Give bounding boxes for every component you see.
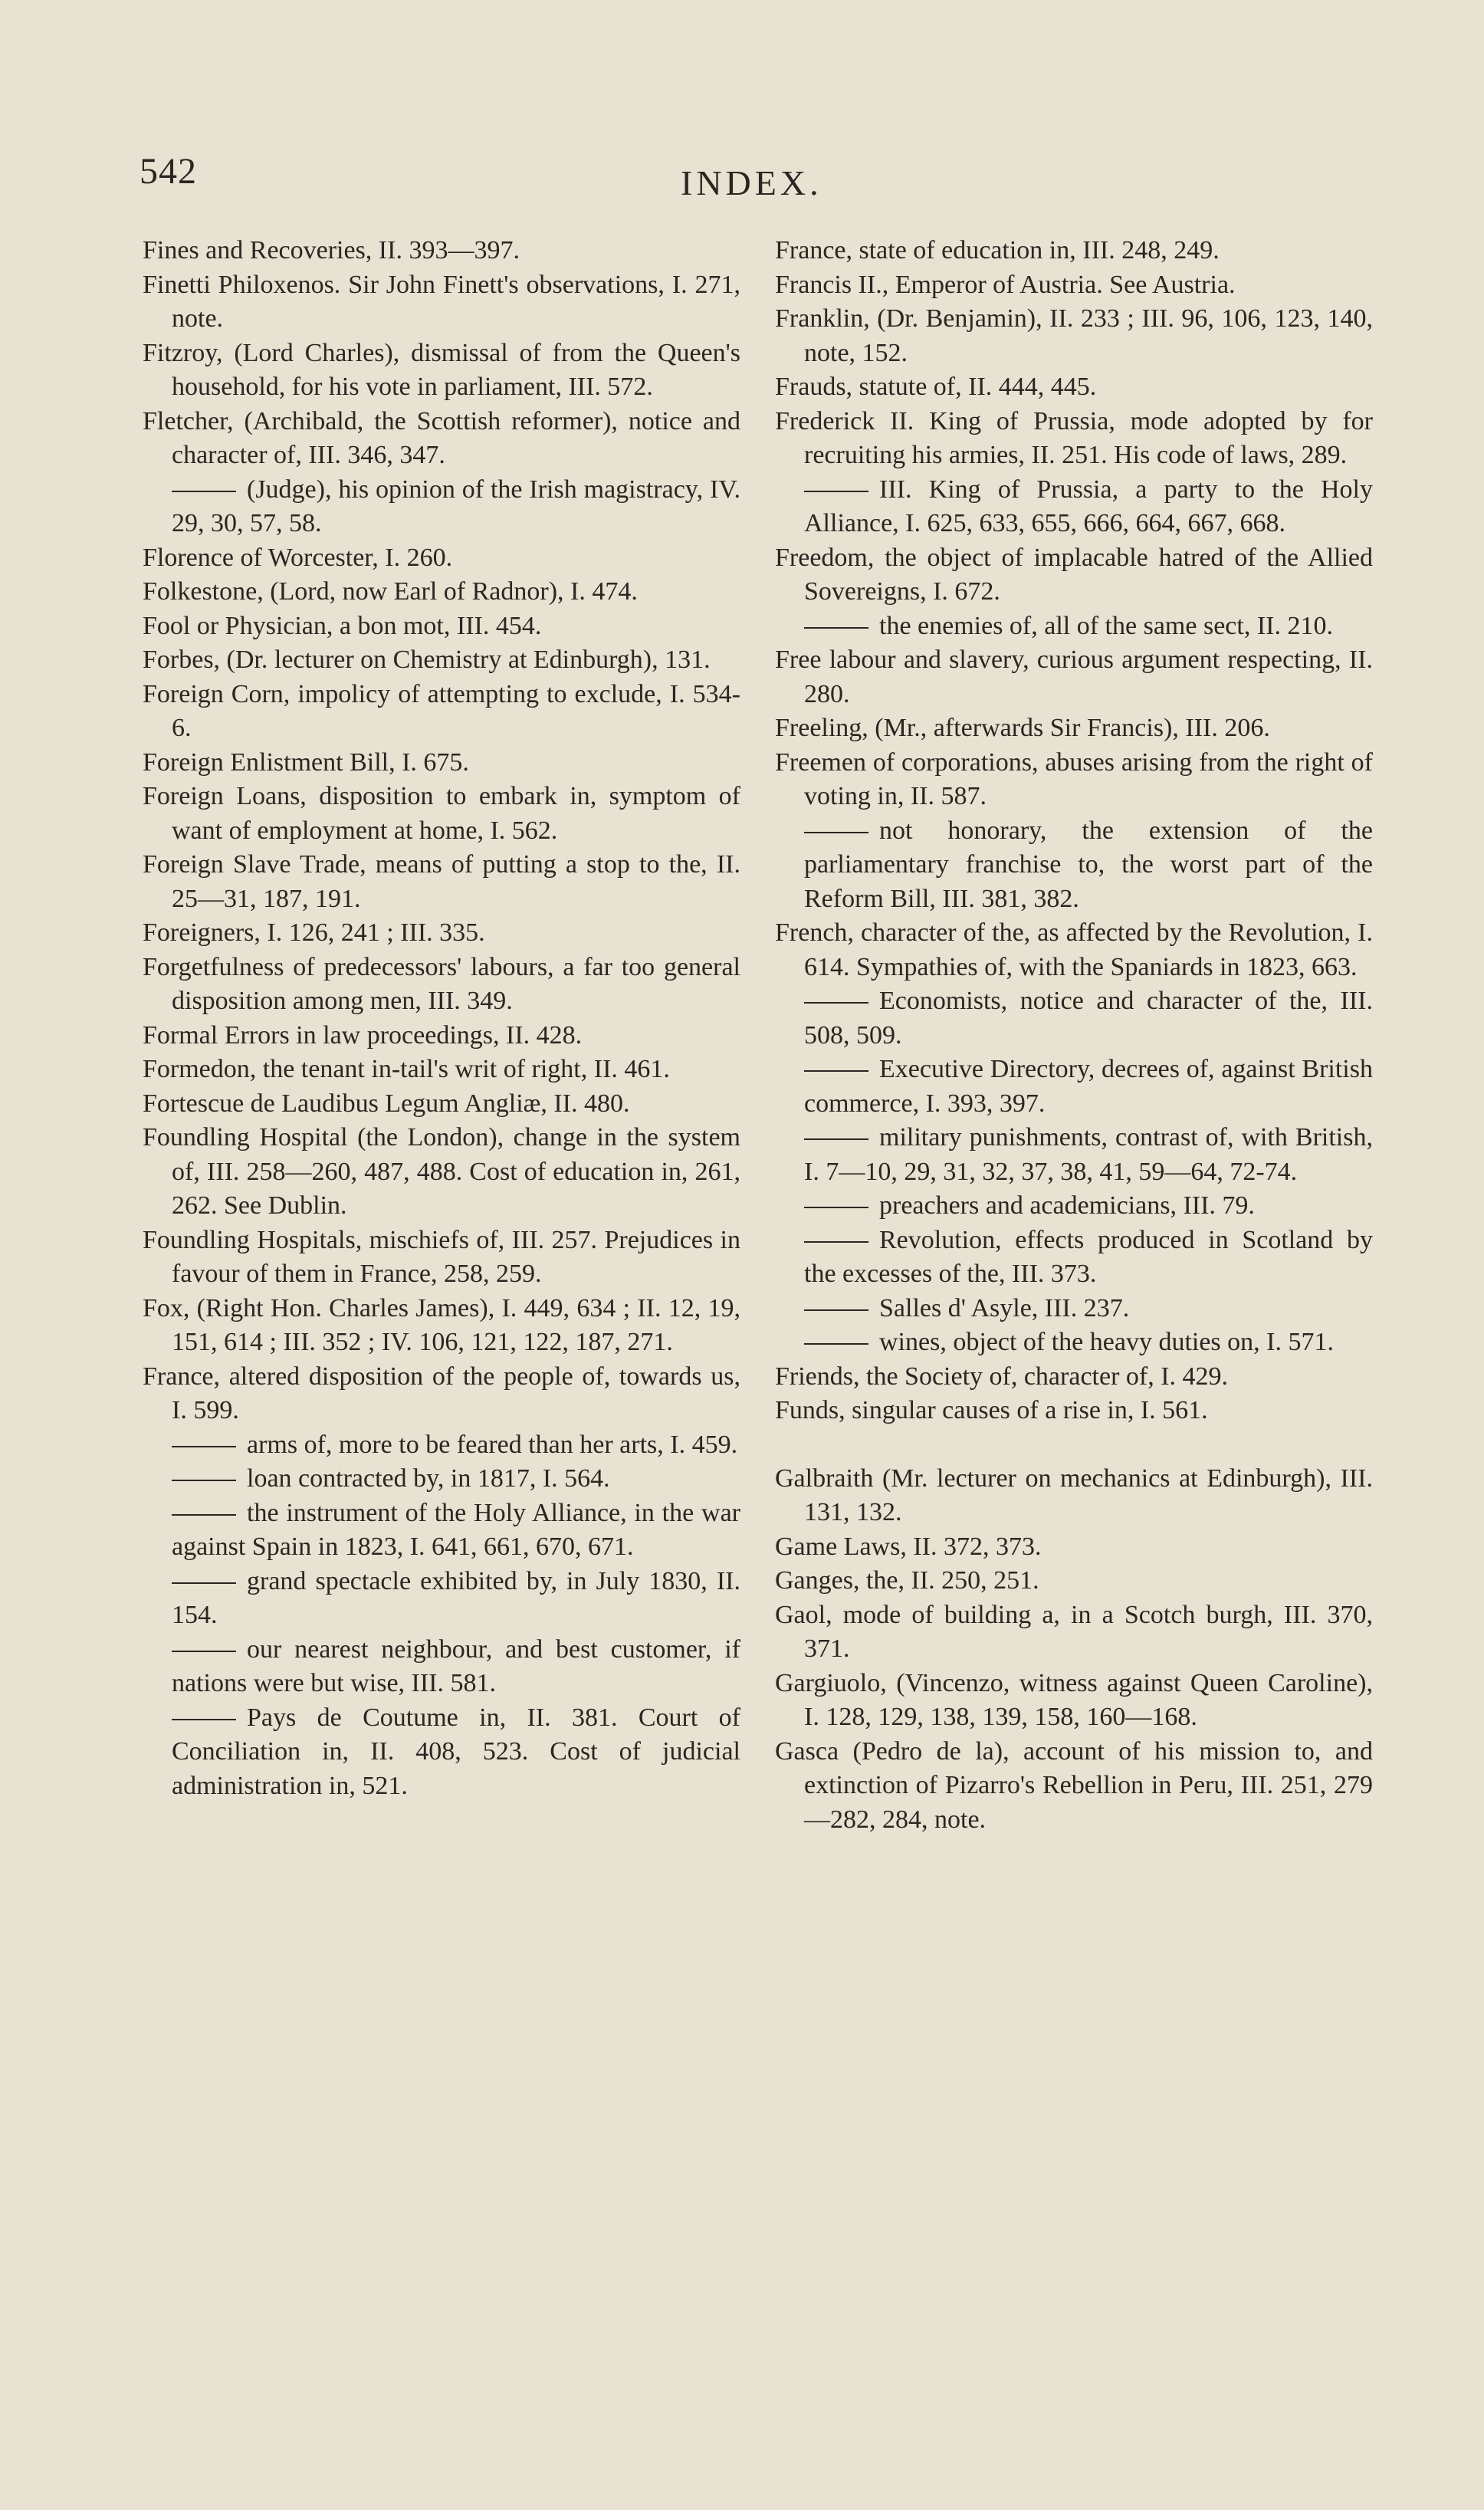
index-entry: Friends, the Society of, character of, I. 429. xyxy=(775,1362,1229,1391)
index-entry: Foreign Loans, disposition to embark in, symptom of want of employment at home, I. 562. xyxy=(143,782,740,845)
right-column xyxy=(775,234,1373,1837)
left-column xyxy=(143,234,740,1803)
index-entry: Free labour and slavery, curious argument respecting, II. 280. xyxy=(775,646,1373,708)
index-entry: Foreign Slave Trade, means of putting a stop to the, II. 25—31, 187, 191. xyxy=(143,850,740,913)
index-subentry: Economists, notice and character of the, III. 508, 509. xyxy=(775,984,1373,1053)
index-subentry: wines, object of the heavy duties on, I. 571. xyxy=(775,1326,1373,1360)
index-entry: France, altered disposition of the people of, towards us, I. 599. xyxy=(143,1362,740,1424)
index-entry: Gargiuolo, (Vincenzo, witness against Queen Caroline), I. 128, 129, 138, 139, 158, 160—168. xyxy=(775,1668,1373,1731)
running-head: INDEX. xyxy=(681,163,822,202)
index-subentry: arms of, more to be feared than her arts, I. 459. xyxy=(143,1428,740,1463)
section-gap xyxy=(775,1428,1373,1462)
index-subentry: our nearest neighbour, and best customer, if nations were but wise, III. 581. xyxy=(143,1633,740,1701)
index-subentry: preachers and academicians, III. 79. xyxy=(775,1189,1373,1224)
index-entry: Freedom, the object of implacable hatred of the Allied Sovereigns, I. 672. xyxy=(775,543,1373,606)
index-subentry: Revolution, effects produced in Scotland by the excesses of the, III. 373. xyxy=(775,1224,1373,1292)
index-entry: Fool or Physician, a bon mot, III. 454. xyxy=(143,611,542,640)
index-entry: Forgetfulness of predecessors' labours, a far too general disposition among men, III. 349. xyxy=(143,952,740,1015)
index-entry: Frederick II. King of Prussia, mode adopted by for recruiting his armies, II. 251. His code of laws, 289. xyxy=(775,406,1373,469)
index-entry: French, character of the, as affected by the Revolution, I. 614. Sympathies of, with the Spaniards in 1823, 663. xyxy=(775,918,1373,981)
index-subentry: not honorary, the extension of the parliamentary franchise to, the worst part of the Reform Bill, III. 381, 382. xyxy=(775,814,1373,917)
index-subentry: Executive Directory, decrees of, against British commerce, I. 393, 397. xyxy=(775,1053,1373,1121)
index-subentry: grand spectacle exhibited by, in July 1830, II. 154. xyxy=(143,1565,740,1633)
index-entry: Franklin, (Dr. Benjamin), II. 233 ; III. 96, 106, 123, 140, note, 152. xyxy=(775,304,1373,367)
index-entry: Frauds, statute of, II. 444, 445. xyxy=(775,373,1097,401)
index-entry: Fox, (Right Hon. Charles James), I. 449, 634 ; II. 12, 19, 151, 614 ; III. 352 ; IV. 106, 121, 122, 187, 271. xyxy=(143,1293,740,1356)
index-entry: Foundling Hospital (the London), change in the system of, III. 258—260, 487, 488. Cost of education in, 261, 262. See Dublin. xyxy=(143,1123,740,1220)
index-entry: Fitzroy, (Lord Charles), dismissal of from the Queen's household, for his vote in parliament, III. 572. xyxy=(143,338,740,401)
index-subentry: Pays de Coutume in, II. 381. Court of Conciliation in, II. 408, 523. Cost of judicial administration in, 521. xyxy=(143,1701,740,1804)
index-entry: Ganges, the, II. 250, 251. xyxy=(775,1566,1039,1595)
index-entry: Gasca (Pedro de la), account of his mission to, and extinction of Pizarro's Rebellion in Peru, III. 251, 279—282, 284, note. xyxy=(775,1736,1373,1834)
index-subentry: III. King of Prussia, a party to the Holy Alliance, I. 625, 633, 655, 666, 664, 667, 668. xyxy=(775,473,1373,541)
index-entry: Galbraith (Mr. lecturer on mechanics at Edinburgh), III. 131, 132. xyxy=(775,1464,1373,1526)
index-entry: Gaol, mode of building a, in a Scotch burgh, III. 370, 371. xyxy=(775,1600,1373,1663)
index-entry: Forbes, (Dr. lecturer on Chemistry at Edinburgh), 131. xyxy=(143,646,711,674)
index-entry: Foreign Corn, impolicy of attempting to exclude, I. 534-6. xyxy=(143,679,740,742)
index-entry: Foreigners, I. 126, 241 ; III. 335. xyxy=(143,918,485,947)
index-entry: Freemen of corporations, abuses arising from the right of voting in, II. 587. xyxy=(775,747,1373,810)
index-entry: Fortescue de Laudibus Legum Angliæ, II. 480. xyxy=(143,1089,630,1118)
index-entry: Foundling Hospitals, mischiefs of, III. 257. Prejudices in favour of them in France, 258, 259. xyxy=(143,1225,740,1288)
index-entry: Finetti Philoxenos. Sir John Finett's observations, I. 271, note. xyxy=(143,270,740,333)
index-entry: Freeling, (Mr., afterwards Sir Francis), III. 206. xyxy=(775,714,1270,742)
index-entry: Foreign Enlistment Bill, I. 675. xyxy=(143,747,469,777)
index-entry: Game Laws, II. 372, 373. xyxy=(775,1532,1042,1561)
page-number: 542 xyxy=(140,151,197,192)
index-subentry: (Judge), his opinion of the Irish magistracy, IV. 29, 30, 57, 58. xyxy=(143,473,740,541)
index-entry: Fletcher, (Archibald, the Scottish reformer), notice and character of, III. 346, 347. xyxy=(143,406,740,469)
index-entry: Florence of Worcester, I. 260. xyxy=(143,543,453,572)
index-subentry: military punishments, contrast of, with British, I. 7—10, 29, 31, 32, 37, 38, 41, 59—64, 72-74. xyxy=(775,1121,1373,1189)
index-subentry: the instrument of the Holy Alliance, in the war against Spain in 1823, I. 641, 661, 670, 671. xyxy=(143,1496,740,1565)
index-subentry: the enemies of, all of the same sect, II. 210. xyxy=(775,609,1373,644)
index-entry: Folkestone, (Lord, now Earl of Radnor), I. 474. xyxy=(143,577,638,606)
index-entry: Funds, singular causes of a rise in, I. 561. xyxy=(775,1396,1208,1424)
index-subentry: Salles d' Asyle, III. 237. xyxy=(775,1292,1373,1326)
index-entry: Formedon, the tenant in-tail's writ of right, II. 461. xyxy=(143,1055,670,1083)
index-entry: Francis II., Emperor of Austria. See Austria. xyxy=(775,270,1236,299)
index-entry: Fines and Recoveries, II. 393—397. xyxy=(143,236,520,264)
index-entry: France, state of education in, III. 248, 249. xyxy=(775,236,1220,264)
index-subentry: loan contracted by, in 1817, I. 564. xyxy=(143,1462,740,1496)
index-entry: Formal Errors in law proceedings, II. 428. xyxy=(143,1020,583,1050)
